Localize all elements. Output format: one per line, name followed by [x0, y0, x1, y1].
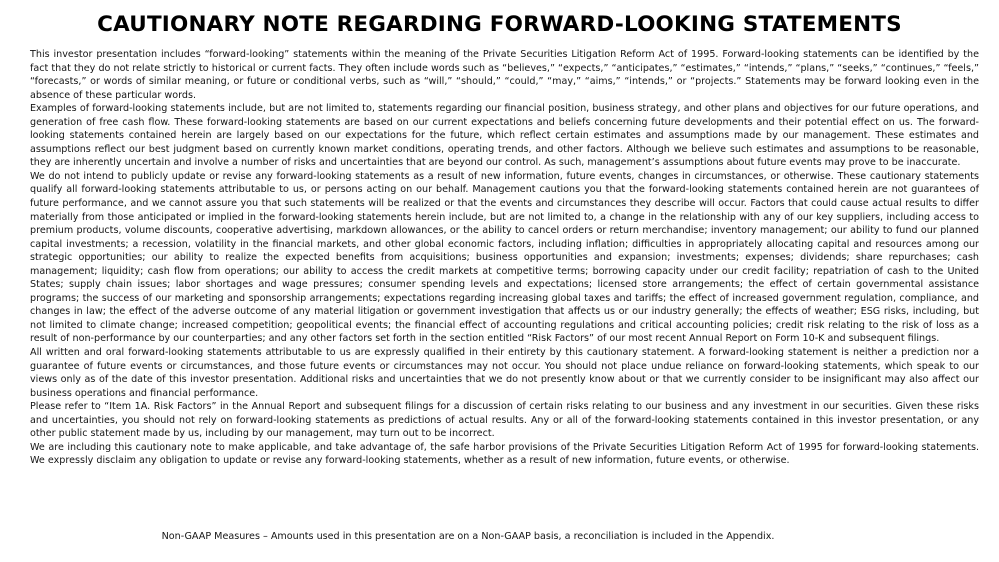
paragraph-qualification: All written and oral forward-looking statements attributable to us are expressly qualified in their entirety by this cautionary statement. A forward-looking statement is neither a prediction nor a guarantee of future events or circumstances, and those future events or circumstances may not occur. You should not place undue reliance on forward-looking statements, which speak to our views only as of the date of this investor presentation. Additional risks and uncertainties that we do not presently know about or that we currently consider to be insignificant may also affect our business operations and financial performance. [30, 347, 979, 399]
paragraph-item-1a-reference: Please refer to “Item 1A. Risk Factors” in the Annual Report and subsequent filings for a discussion of certain risks relating to our business and any investment in our securities. Given these risks and uncertainties, you should not rely on forward-looking statements as predictions of actual results. Any or all of the forward-looking statements contained in this investor presentation, or any other public statement made by us, including by our management, may turn out to be incorrect. [30, 401, 979, 440]
disclaimer-body [30, 48, 979, 468]
paragraph-forward-looking-definition: This investor presentation includes “forward-looking” statements within the meaning of the Private Securities Litigation Reform Act of 1995. Forward-looking statements can be identified by the fact that they do not relate strictly to historical or current facts. They often include words such as “believes,” “expects,” “anticipates,” “estimates,” “intends,” “plans,” “seeks,” “continues,” “feels,” “forecasts,” or words of similar meaning, or future or conditional verbs, such as “will,” “should,” “could,” “may,” “aims,” “intends,” or “projects.” Statements may be forward looking even in the absence of these particular words. [30, 49, 979, 101]
paragraph-risk-factors: We do not intend to publicly update or revise any forward-looking statements as a result of new information, future events, changes in circumstances, or otherwise. These cautionary statements qualify all forward-looking statements attributable to us, or persons acting on our behalf. Management cautions you that the forward-looking statements contained herein are not guarantees of future performance, and we cannot assure you that such statements will be realized or that the events and circumstances they describe will occur. Factors that could cause actual results to differ materially from those anticipated or implied in the forward-looking statements herein include, but are not limited to, a change in the relationship with any of our key suppliers, including access to premium products, volume discounts, cooperative advertising, markdown allowances, or the ability to cancel orders or return merchandise; inventory management; our ability to fund our planned capital investments; a recession, volatility in the financial markets, and other global economic factors, including inflation; difficulties in appropriately allocating capital and resources among our strategic opportunities; our ability to realize the expected benefits from acquisitions; business opportunities and expansion; investments; expenses; dividends; share repurchases; cash management; liquidity; cash flow from operations; our ability to access the credit markets at competitive terms; borrowing capacity under our credit facility; repatriation of cash to the United States; supply chain issues; labor shortages and wage pressures; consumer spending levels and expectations; licensed store arrangements; the effect of certain governmental assistance programs; the success of our marketing and sponsorship arrangements; expectations regarding increasing global taxes and tariffs; the effect of increased government regulation, compliance, and changes in law; the effect of the adverse outcome of any material litigation or government investigation that affects us or our industry generally; the effects of weather; ESG risks, including, but not limited to climate change; increased competition; geopolitical events; the financial effect of accounting regulations and critical accounting policies; credit risk relating to the risk of loss as a result of non-performance by our counterparties; and any other factors set forth in the section entitled “Risk Factors” of our most recent Annual Report on Form 10-K and subsequent filings. [30, 170, 979, 345]
paragraph-safe-harbor: We are including this cautionary note to make applicable, and take advantage of, the safe harbor provisions of the Private Securities Litigation Reform Act of 1995 for forward-looking statements. We expressly disclaim any obligation to update or revise any forward-looking statements, whether as a result of new information, future events, or otherwise. [30, 441, 979, 467]
page-title: CAUTIONARY NOTE REGARDING FORWARD-LOOKING STATEMENTS [97, 12, 902, 37]
non-gaap-footnote: Non-GAAP Measures – Amounts used in this presentation are on a Non-GAAP basis, a reconciliation is included in the Appendix. [161, 531, 775, 542]
paragraph-examples: Examples of forward-looking statements include, but are not limited to, statements regarding our financial position, business strategy, and other plans and objectives for our future operations, and generation of free cash flow. These forward-looking statements are based on our current expectations and beliefs concerning future developments and their potential effect on us. The forward-looking statements contained herein are largely based on our expectations for the future, which reflect certain estimates and assumptions made by our management. These estimates and assumptions reflect our best judgment based on currently known market conditions, operating trends, and other factors. Although we believe such estimates and assumptions to be reasonable, they are inherently uncertain and involve a number of risks and uncertainties that are beyond our control. As such, management’s assumptions about future events may prove to be inaccurate. [30, 103, 979, 169]
